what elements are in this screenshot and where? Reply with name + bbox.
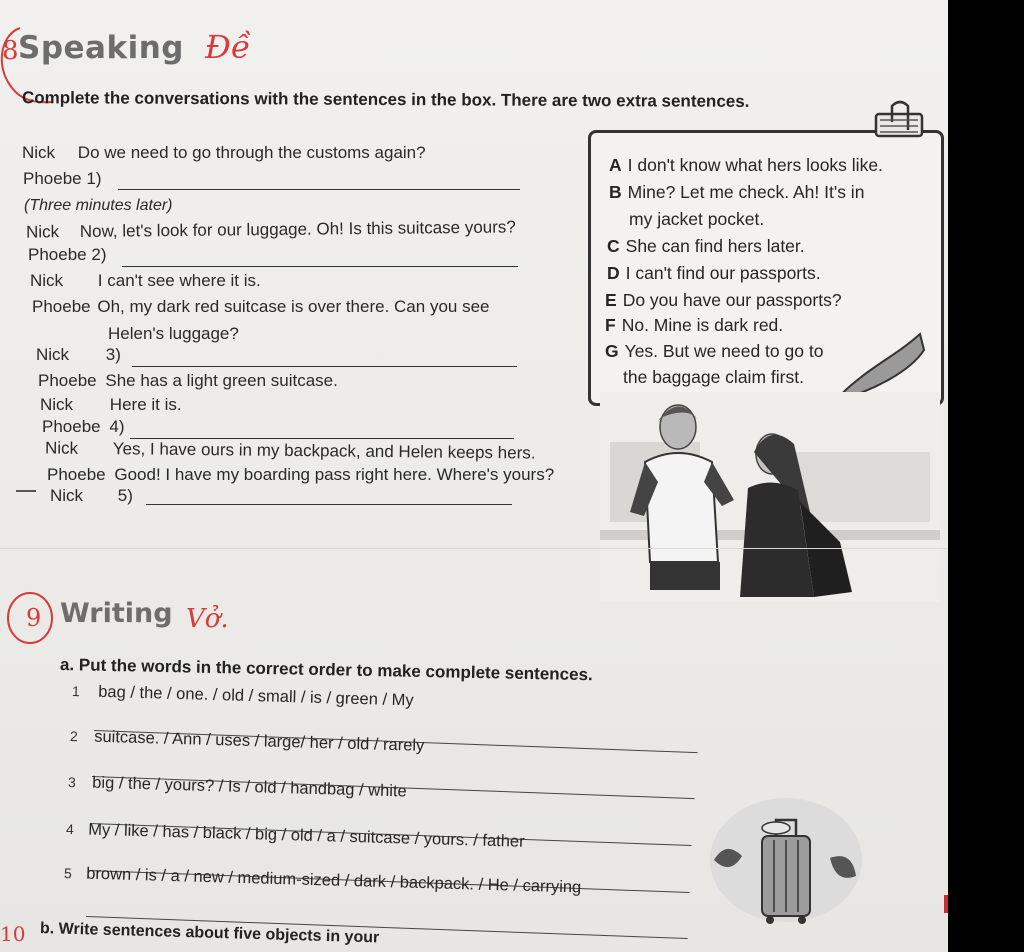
dialogue-line-7 <box>36 345 121 365</box>
line-text: Yes, I have ours in my backpack, and Helen keeps hers. <box>112 439 536 463</box>
red-number-10: 10 <box>0 922 26 946</box>
section-title-writing: Writing <box>60 598 173 629</box>
option-b: B Mine? Let me check. Ah! It's in <box>609 182 865 202</box>
speaker: Nick <box>40 395 74 414</box>
blank-number: 2) <box>91 245 107 264</box>
faint-divider <box>0 548 948 549</box>
dialogue-line-2 <box>23 169 101 189</box>
speaking-instruction: Complete the conversations with the sentences in the box. There are two extra sentences. <box>21 88 750 111</box>
blank-number: 4) <box>109 417 125 436</box>
option-d: D I can't find our passports. <box>607 263 821 283</box>
suitcase-illustration <box>706 780 866 930</box>
speaker: Phoebe <box>23 169 82 188</box>
students-photo <box>600 392 940 602</box>
option-a: A I don't know what hers looks like. <box>609 155 883 175</box>
line-text: Good! I have my boarding pass right here. Where's yours? <box>114 465 555 484</box>
dialogue-line-8 <box>38 371 338 391</box>
dash-mark <box>16 490 36 492</box>
answer-blank-3[interactable] <box>132 366 517 367</box>
line-text: I can't see where it is. <box>97 271 261 290</box>
speaker: Phoebe <box>42 417 101 436</box>
option-g-cont: the baggage claim first. <box>623 367 804 387</box>
dialogue-line-11 <box>45 438 536 463</box>
blank-number: 1) <box>86 169 102 188</box>
dialogue-line-6 <box>32 297 489 317</box>
line-text: Oh, my dark red suitcase is over there. Can you see <box>97 297 490 316</box>
dialogue-line-5 <box>30 271 261 291</box>
speaker: Phoebe <box>32 297 91 316</box>
dialogue-line-9 <box>40 395 182 415</box>
stage-direction: (Three minutes later) <box>24 197 173 214</box>
speaker: Nick <box>30 271 64 290</box>
handwritten-note-vo: Vở. <box>186 604 229 634</box>
writing-part-b-instruction: b. Write sentences about five objects in your <box>39 920 380 947</box>
reorder-item-1: 1 bag / the / one. / old / small / is / green / My <box>71 682 414 710</box>
option-f: F No. Mine is dark red. <box>605 315 784 335</box>
speaker: Nick <box>22 143 56 162</box>
answer-blank-1[interactable] <box>118 189 520 190</box>
line-text: Do we need to go through the customs again? <box>77 143 426 162</box>
reorder-item-5: 5 brown / is / a / new / medium-sized / dark / backpack. / He / carrying <box>63 864 582 897</box>
option-b-cont: my jacket pocket. <box>629 209 765 229</box>
section-title-speaking: Speaking <box>18 30 184 66</box>
dialogue-line-13 <box>50 486 133 506</box>
dialogue-line-4 <box>28 245 106 265</box>
speaker: Phoebe <box>28 245 87 264</box>
red-number-9: 9 <box>26 604 42 632</box>
red-number-8: 8 <box>2 36 19 66</box>
handwritten-note-de: Đề <box>205 28 251 66</box>
dialogue-line-12 <box>47 465 554 485</box>
answer-blank-2[interactable] <box>122 266 518 267</box>
blank-number: 5) <box>117 486 133 505</box>
speaker: Nick <box>44 438 79 458</box>
option-c: C She can find hers later. <box>607 236 805 256</box>
reorder-item-3: 3 big / the / yours? / Is / old / handbag / white <box>67 773 407 801</box>
writing-part-a-instruction: a. Put the words in the correct order to make complete sentences. <box>59 655 593 685</box>
speaker: Nick <box>36 345 70 364</box>
dialogue-line-1 <box>22 143 426 163</box>
reorder-item-2: 2 suitcase. / Ann / uses / large/ her / old / rarely <box>69 727 425 755</box>
option-e: E Do you have our passports? <box>605 290 842 310</box>
dialogue-line-6-cont: Helen's luggage? <box>108 324 239 343</box>
line-text: Here it is. <box>109 395 182 414</box>
answer-blank-5[interactable] <box>146 504 512 505</box>
dialogue-line-3 <box>26 217 516 242</box>
reorder-item-4: 4 My / like / has / black / big / old / a / suitcase / yours. / father <box>65 820 525 851</box>
blank-number: 3) <box>105 345 121 364</box>
paper-clip-icon <box>870 100 930 142</box>
speaker: Nick <box>25 222 60 242</box>
speaker: Nick <box>50 486 84 505</box>
answer-blank-4[interactable] <box>130 438 514 439</box>
speaker: Phoebe <box>38 371 97 390</box>
red-edge-mark <box>944 895 948 913</box>
dialogue-line-10 <box>42 417 124 437</box>
speaker: Phoebe <box>47 465 106 484</box>
option-g: G Yes. But we need to go to <box>605 341 824 361</box>
line-text: She has a light green suitcase. <box>105 371 338 390</box>
line-text: Now, let's look for our luggage. Oh! Is this suitcase yours? <box>79 217 516 242</box>
